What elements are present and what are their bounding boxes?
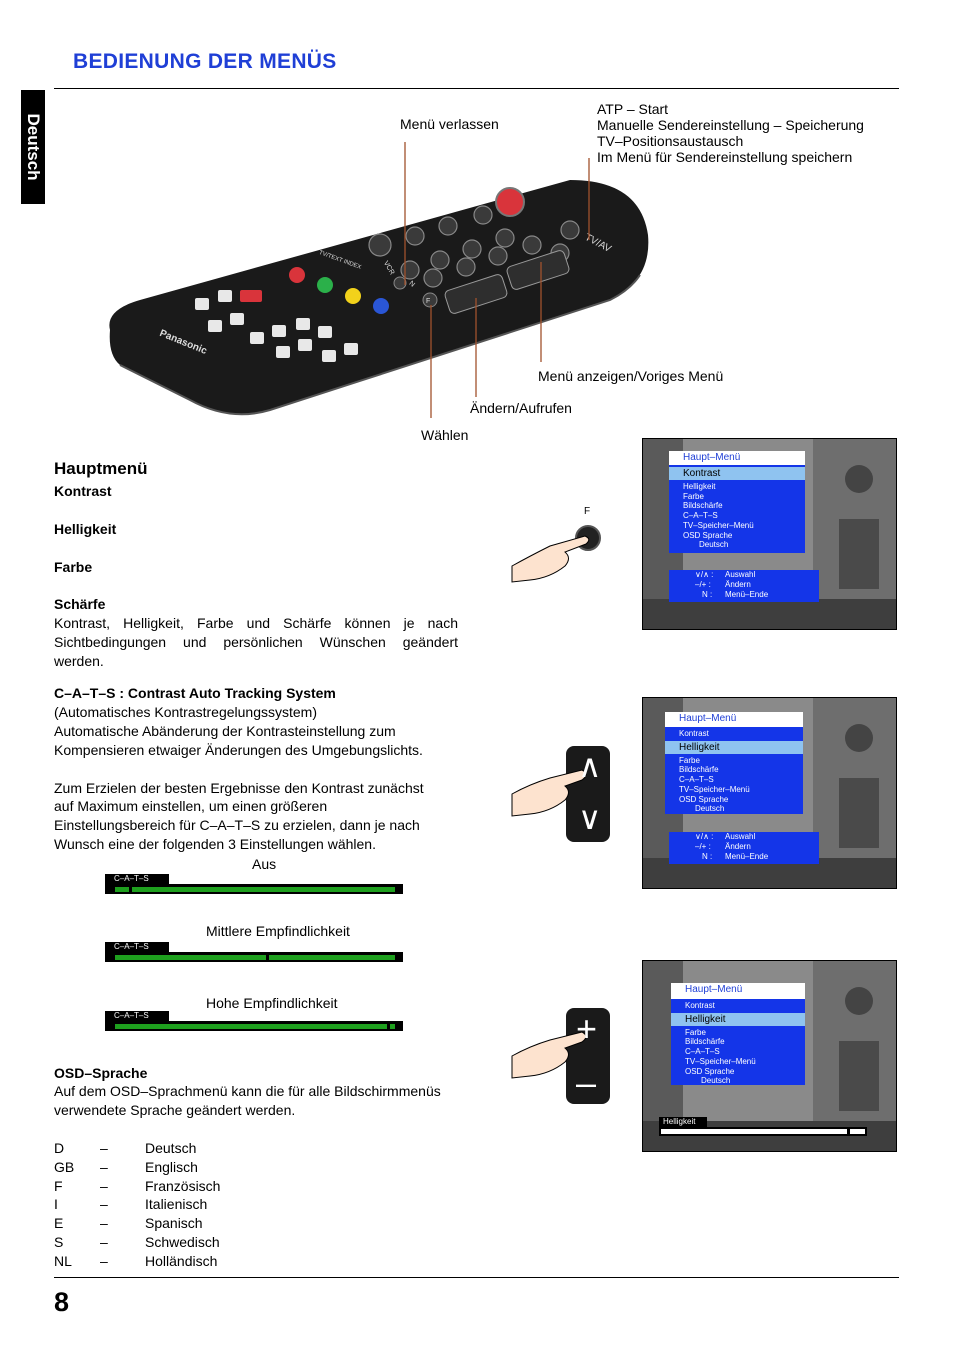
callout-atp-4: Im Menü für Sendereinstellung speichern <box>597 149 853 165</box>
callout-lines <box>0 0 954 440</box>
cats-bar-medium <box>105 942 403 962</box>
tv-screen-helligkeit <box>642 697 897 889</box>
tv-screen-kontrast <box>642 438 897 630</box>
cats-bar-label: C–A–T–S <box>105 1011 169 1021</box>
n-key-label: N <box>407 280 416 289</box>
osd-menu-item[interactable]: OSD Sprache <box>683 530 733 540</box>
osd-menu-item[interactable]: C–A–T–S <box>679 775 714 785</box>
cats-level-marker <box>129 885 132 894</box>
tv-screen-helligkeit-slider <box>642 960 897 1152</box>
f-key-label: F <box>426 298 431 305</box>
main-menu-heading: Hauptmenü <box>54 459 148 478</box>
osd-menu-item[interactable]: TV–Speicher–Menü <box>679 784 750 794</box>
tvav-key-label: TV/AV <box>582 232 613 255</box>
osd-menu-item[interactable]: TV–Speicher–Menü <box>683 520 754 530</box>
osd-heading: OSD–Sprache <box>54 1065 148 1081</box>
osd-menu-item[interactable]: OSD Sprache <box>685 1066 735 1076</box>
osd-menu-list <box>665 727 803 814</box>
cats-bar-label: C–A–T–S <box>105 942 169 952</box>
vcr-key-label: VCR <box>381 260 396 277</box>
page-title: BEDIENUNG DER MENÜS <box>73 50 337 73</box>
cats-level-marker <box>387 1022 390 1031</box>
cats-line-2: Automatische Abänderung der Kontrasteinstellung zum <box>54 723 396 739</box>
slider-track <box>659 1127 867 1136</box>
cats-bar-caption-3: Hohe Empfindlichkeit <box>206 995 338 1011</box>
osd-menu-item[interactable]: OSD Sprache <box>679 794 729 804</box>
osd-menu-item[interactable]: Farbe <box>683 491 704 501</box>
cats-bar-caption-1: Aus <box>252 856 277 872</box>
slider-fill <box>661 1129 865 1134</box>
down-key-icon: ∨ <box>578 800 602 836</box>
cats-line-5: auf Maximum einstellen, um einen größeren <box>54 798 328 814</box>
schaerfe-text: Kontrast, Helligkeit, Farbe und Schärfe können je nach Sichtbedingungen und persönlichen Wünschen geändert werden. <box>54 615 458 669</box>
schaerfe-heading: Schärfe <box>54 596 106 612</box>
callout-atp-2: Manuelle Sendereinstellung – Speicherung <box>597 117 864 133</box>
slider-thumb[interactable] <box>847 1127 850 1136</box>
osd-nav-help: ∨/∧ : Auswahl –/+ : Ändern N : Menü–Ende <box>669 832 819 864</box>
cats-line-7: Wunsch eine der folgenden 3 Einstellungen wählen. <box>54 836 376 852</box>
callout-atp-1: ATP – Start <box>597 101 669 117</box>
osd-menu-title: Haupt–Menü <box>669 451 805 465</box>
osd-menu-item-selected[interactable]: Helligkeit <box>665 741 803 754</box>
osd-menu-list <box>671 999 805 1085</box>
brightness-slider[interactable] <box>659 1117 867 1137</box>
osd-menu-item[interactable]: Bildschärfe <box>685 1037 725 1047</box>
up-key-icon: ∧ <box>578 748 602 784</box>
farbe-heading: Farbe <box>54 559 93 575</box>
osd-menu-title: Haupt–Menü <box>671 983 805 999</box>
cats-line-1: (Automatisches Kontrastregelungssystem) <box>54 704 317 720</box>
osd-menu-item[interactable]: Bildschärfe <box>679 765 719 775</box>
cats-bar-high <box>105 1011 403 1031</box>
cats-bar-caption-2: Mittlere Empfindlichkeit <box>206 923 350 939</box>
osd-menu-item[interactable]: Kontrast <box>685 1001 715 1010</box>
teletext-key-label: TV/TEXT INDEX <box>317 250 362 271</box>
osd-menu-item-selected[interactable]: Kontrast <box>669 467 805 480</box>
side-tab-label: Deutsch <box>24 113 43 181</box>
f-button-label: F <box>584 506 591 517</box>
hand-press-plus-minus <box>510 1006 620 1106</box>
plus-minus-button-icon <box>510 1006 620 1106</box>
osd-menu-title: Haupt–Menü <box>665 712 803 727</box>
footer-rule <box>54 1277 899 1278</box>
callout-change: Ändern/Aufrufen <box>470 400 572 416</box>
osd-text-1: Auf dem OSD–Sprachmenü kann die für alle Bildschirmmenüs <box>54 1083 441 1099</box>
hand-pointing-icon <box>510 506 620 586</box>
osd-menu-item[interactable]: C–A–T–S <box>685 1047 720 1057</box>
callout-menu-show: Menü anzeigen/Voriges Menü <box>538 368 724 384</box>
osd-menu-item[interactable]: Bildschärfe <box>683 501 723 511</box>
osd-menu-item-selected[interactable]: Helligkeit <box>671 1013 805 1026</box>
cats-bar-label: C–A–T–S <box>105 874 169 884</box>
plus-key-icon: + <box>576 1008 598 1049</box>
osd-menu-item[interactable]: Deutsch <box>701 1076 731 1086</box>
hand-press-f <box>510 506 620 586</box>
cats-level-marker <box>266 953 269 962</box>
slider-label: Helligkeit <box>659 1117 707 1127</box>
osd-menu-item[interactable]: Farbe <box>685 1027 706 1037</box>
cats-line-3: Kompensieren etwaiger Änderungen des Umgebungslichts. <box>54 742 423 758</box>
osd-menu-item[interactable]: Kontrast <box>679 729 709 738</box>
cats-heading: C–A–T–S : Contrast Auto Tracking System <box>54 685 336 701</box>
osd-text-2: verwendete Sprache geändert werden. <box>54 1102 296 1118</box>
osd-menu-list <box>669 465 805 553</box>
osd-menu-item[interactable]: TV–Speicher–Menü <box>685 1056 756 1066</box>
helligkeit-heading: Helligkeit <box>54 521 117 537</box>
page-number: 8 <box>54 1287 70 1317</box>
osd-menu-item[interactable]: C–A–T–S <box>683 511 718 521</box>
osd-menu-item[interactable]: Farbe <box>679 755 700 765</box>
osd-menu-item[interactable]: Deutsch <box>699 540 729 550</box>
cats-line-6: Einstellungsbereich für C–A–T–S zu erzielen, dann je nach <box>54 817 420 833</box>
hand-press-up-down <box>510 744 620 844</box>
kontrast-heading: Kontrast <box>54 483 112 499</box>
osd-nav-help: ∨/∧ : Auswahl –/+ : Ändern N : Menü–Ende <box>669 570 819 602</box>
callout-atp-3: TV–Positionsaustausch <box>597 133 744 149</box>
cats-line-4: Zum Erzielen der besten Ergebnisse den Kontrast zunächst <box>54 780 424 796</box>
callout-select: Wählen <box>421 427 469 443</box>
osd-menu-item[interactable]: Helligkeit <box>683 482 716 491</box>
remote-brand-label: Panasonic <box>157 328 209 357</box>
cats-bar-off <box>105 874 403 894</box>
osd-menu-item[interactable]: Deutsch <box>695 804 725 814</box>
callout-menu-exit: Menü verlassen <box>400 116 499 132</box>
minus-key-icon: – <box>576 1062 597 1103</box>
up-down-button-icon <box>510 744 620 844</box>
